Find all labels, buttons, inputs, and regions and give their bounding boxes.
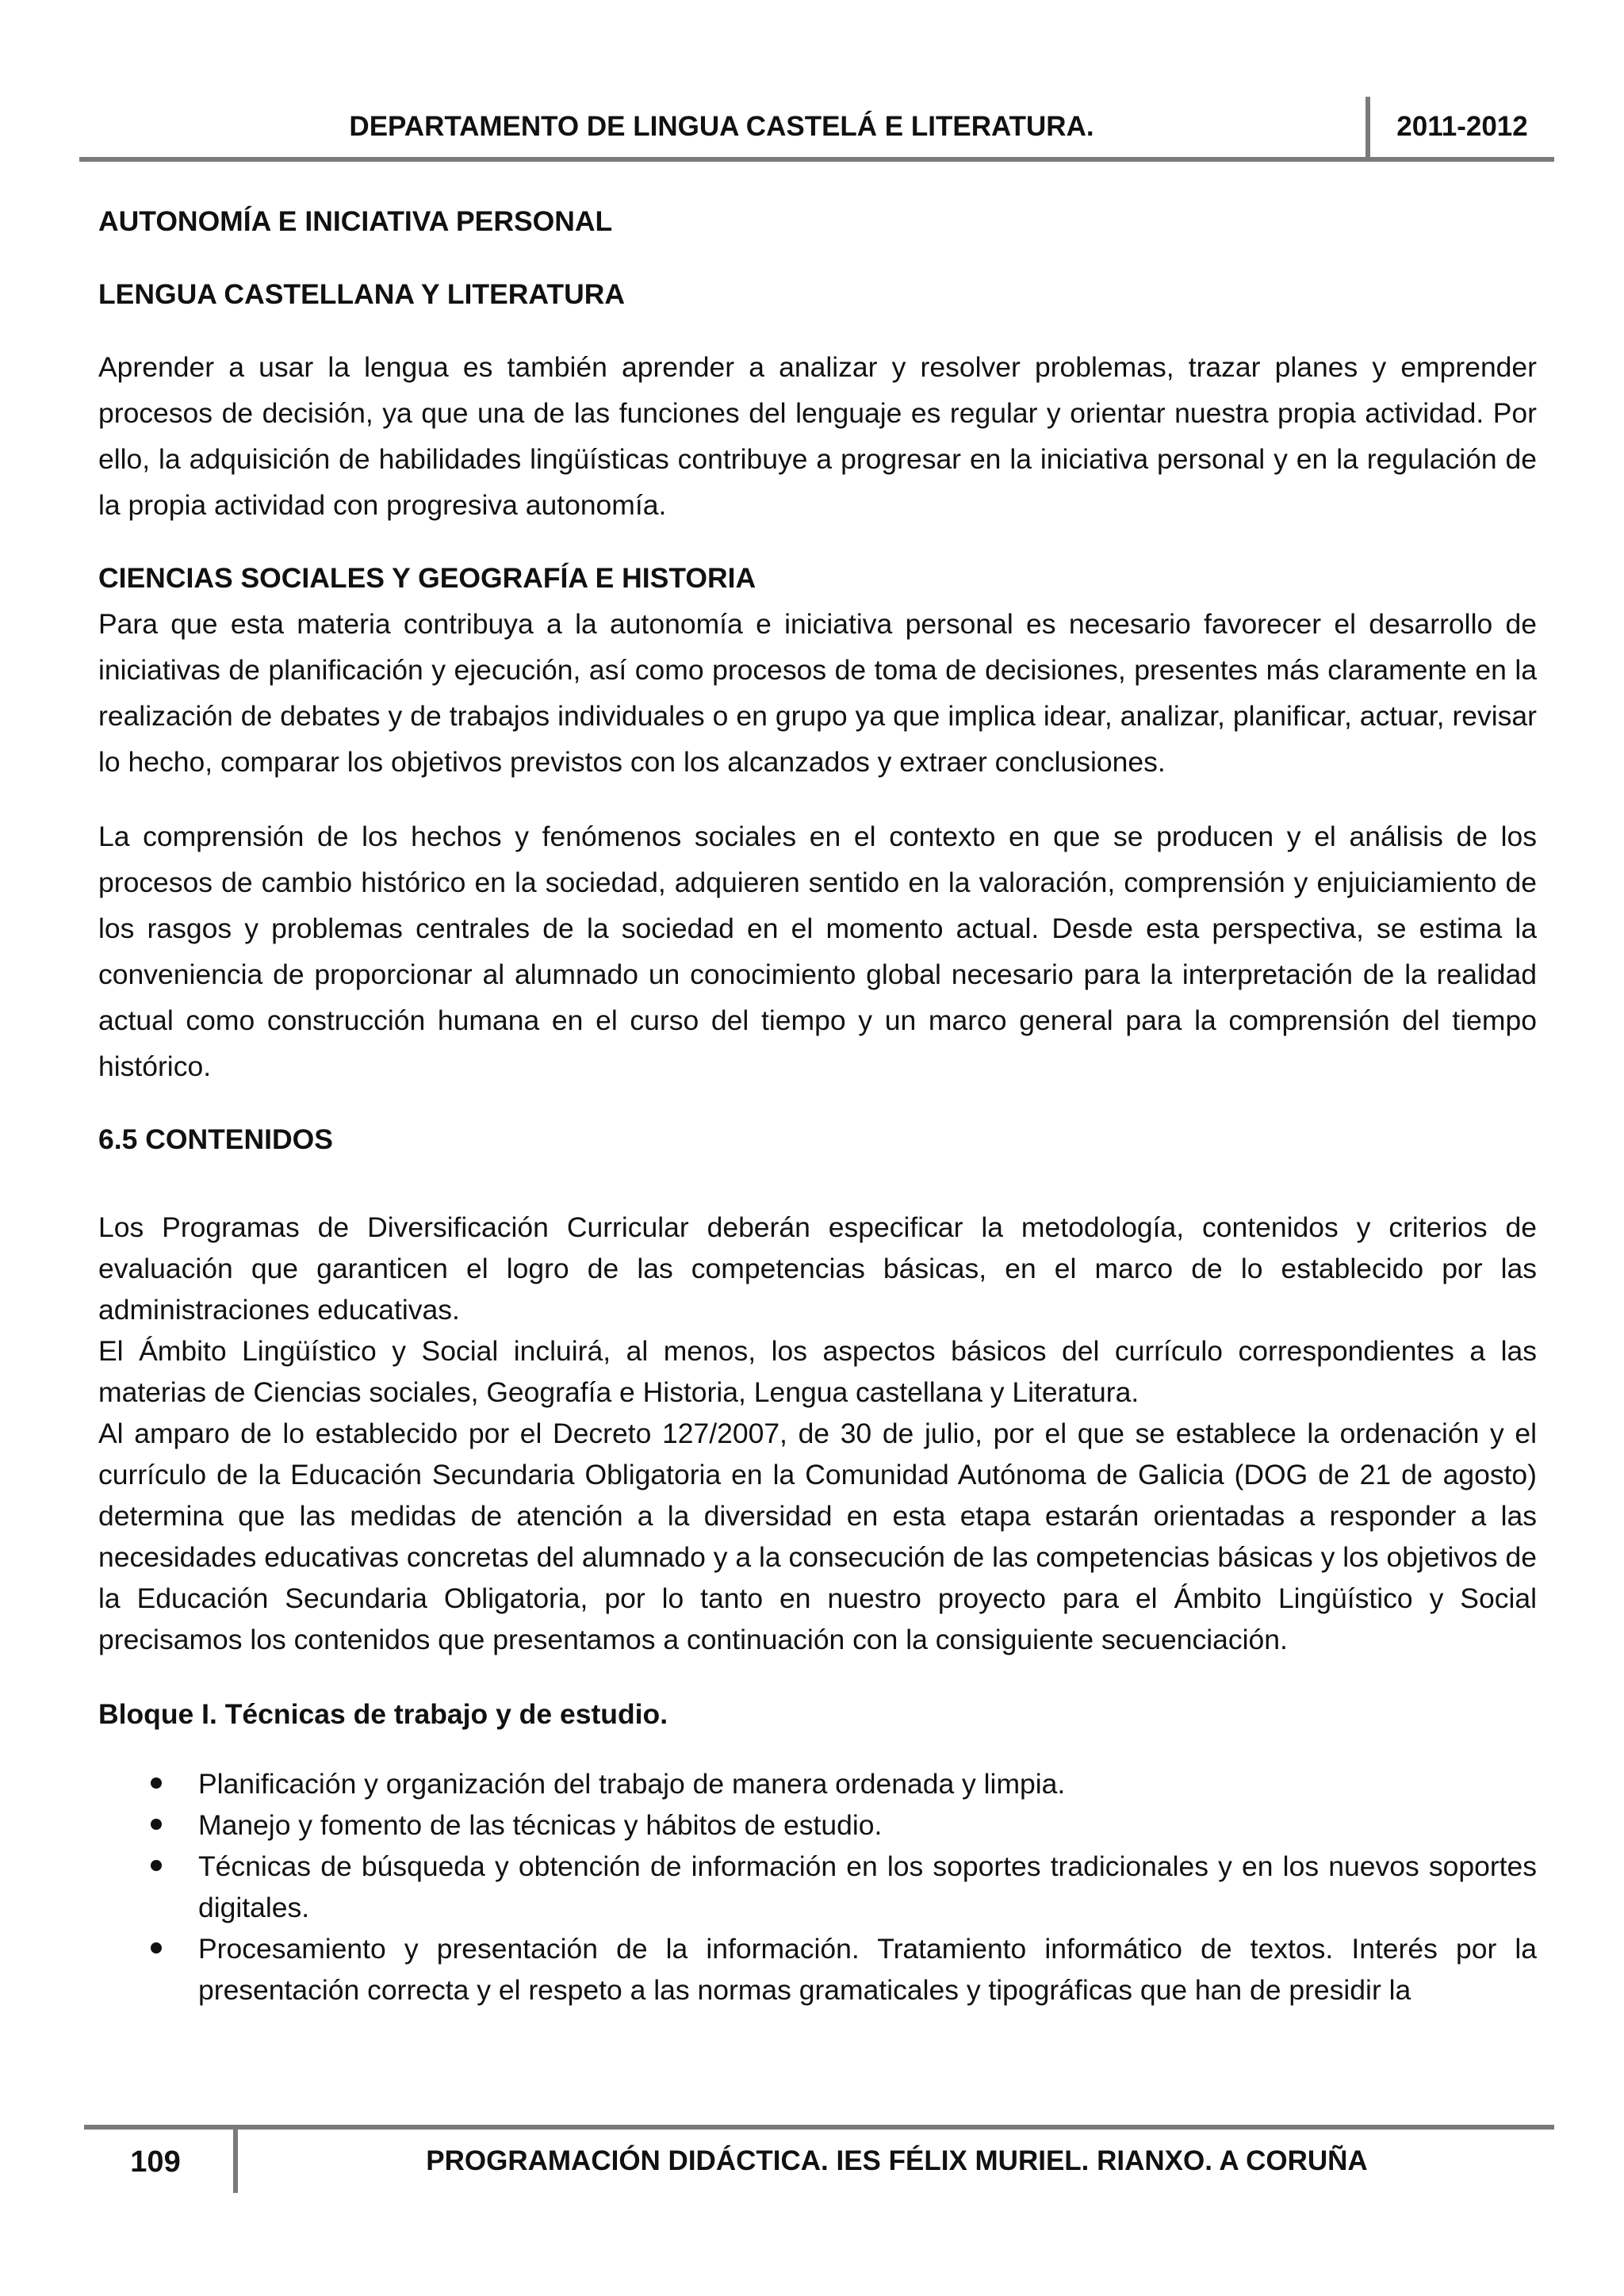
list-item-text: Técnicas de búsqueda y obtención de información en los soportes tradicionales y en los nuevos soportes digitales. — [198, 1850, 1537, 1923]
paragraph-ciencias-2: La comprensión de los hechos y fenómenos sociales en el contexto en que se producen y el análisis de los procesos de cambio histórico en la sociedad, adquieren sentido en la valoración, comprensión y enjuiciamiento de los rasgos y problemas centrales de la sociedad en el momento actual. Desde esta perspectiva, se estima la conveniencia de proporcionar al alumnado un conocimiento global necesario para la interpretación de la realidad actual como construcción humana en el curso del tiempo y un marco general para la comprensión del tiempo histórico. — [98, 821, 1537, 1082]
footer-separator — [233, 2128, 238, 2193]
footer-text: PROGRAMACIÓN DIDÁCTICA. IES FÉLIX MURIEL. RIANXO. A CORUÑA — [426, 2145, 1368, 2176]
page-header — [79, 94, 1554, 160]
list-item-text: Manejo y fomento de las técnicas y hábitos de estudio. — [198, 1809, 883, 1841]
footer-rule — [84, 2125, 1554, 2130]
heading-lengua: LENGUA CASTELLANA Y LITERATURA — [98, 278, 625, 310]
bullet-icon — [151, 1819, 162, 1830]
bullet-list — [98, 1763, 1537, 2011]
paragraph-lengua: Aprender a usar la lengua es también aprender a analizar y resolver problemas, trazar planes y emprender procesos de decisión, ya que una de las funciones del lenguaje es regular y orientar nuestra propia actividad. Por ello, la adquisición de habilidades lingüísticas contribuye a progresar en la iniciativa personal y en la regulación de la propia actividad con progresiva autonomía. — [98, 351, 1537, 521]
heading-autonomia: AUTONOMÍA E INICIATIVA PERSONAL — [98, 205, 613, 237]
heading-ciencias: CIENCIAS SOCIALES Y GEOGRAFÍA E HISTORIA — [98, 562, 756, 594]
header-rule — [79, 157, 1554, 162]
paragraph-contenidos-3: Al amparo de lo establecido por el Decreto 127/2007, de 30 de julio, por el que se establece la ordenación y el currículo de la Educación Secundaria Obligatoria en la Comunidad Autónoma de Galicia (DOG de 21 de agosto) determina que las medidas de atención a la diversidad en esta etapa estarán orientadas a responder a las necesidades educativas concretas del alumnado y a la consecución de las competencias básicas y los objetivos de la Educación Secundaria Obligatoria, por lo tanto en nuestro proyecto para el Ámbito Lingüístico y Social precisamos los contenidos que presentamos a continuación con la consiguiente secuenciación. — [98, 1418, 1537, 1655]
heading-bloque: Bloque I. Técnicas de trabajo y de estudio. — [98, 1698, 668, 1730]
list-item-text: Planificación y organización del trabajo de manera ordenada y limpia. — [198, 1768, 1066, 1800]
heading-contenidos: 6.5 CONTENIDOS — [98, 1123, 333, 1155]
page-number: 109 — [130, 2145, 181, 2179]
page-footer — [84, 2125, 1554, 2204]
bullet-icon — [151, 1860, 162, 1871]
paragraph-contenidos-1: Los Programas de Diversificación Curricular deberán especificar la metodología, contenidos y criterios de evaluación que garanticen el logro de las competencias básicas, en el marco de lo establecido por las administraciones educativas. — [98, 1211, 1537, 1326]
list-item — [98, 1804, 1537, 1846]
bullet-icon — [151, 1777, 162, 1789]
list-item — [98, 1763, 1537, 1804]
page-content — [98, 198, 1537, 2011]
list-item — [98, 1928, 1537, 2011]
paragraph-ciencias-1: Para que esta materia contribuya a la autonomía e iniciativa personal es necesario favorecer el desarrollo de iniciativas de planificación y ejecución, así como procesos de toma de decisiones, presentes más claramente en la realización de debates y de trabajos individuales o en grupo ya que implica idear, analizar, planificar, actuar, revisar lo hecho, comparar los objetivos previstos con los alcanzados y extraer conclusiones. — [98, 608, 1537, 778]
bullet-icon — [151, 1942, 162, 1954]
header-year: 2011-2012 — [1396, 111, 1528, 142]
header-title: DEPARTAMENTO DE LINGUA CASTELÁ E LITERATURA. — [349, 111, 1094, 142]
paragraph-contenidos-2: El Ámbito Lingüístico y Social incluirá, al menos, los aspectos básicos del currículo correspondientes a las materias de Ciencias sociales, Geografía e Historia, Lengua castellana y Literatura. — [98, 1335, 1537, 1408]
list-item-text: Procesamiento y presentación de la información. Tratamiento informático de textos. Interés por la presentación correcta y el respeto a las normas gramaticales y tipográficas que han de presidir la — [198, 1933, 1537, 2006]
list-item — [98, 1846, 1537, 1928]
